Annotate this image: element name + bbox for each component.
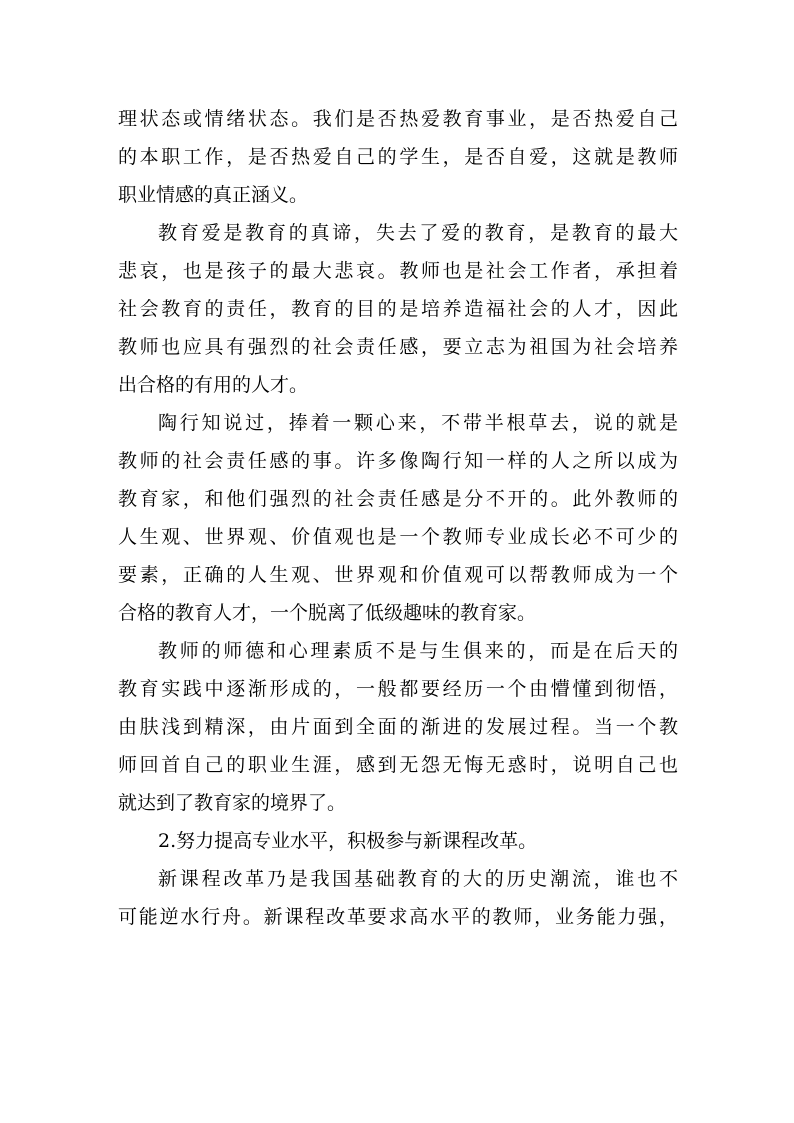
text-line: 就达到了教育家的境界了。 [118, 792, 347, 814]
text-line: 教师的师德和心理素质不是与生俱来的，而是在后天的 [158, 640, 678, 662]
text-line: 教育爱是教育的真谛，失去了爱的教育，是教育的最大 [158, 222, 678, 244]
text-line: 2.努力提高专业水平，积极参与新课程改革。 [158, 830, 538, 852]
text-line: 社会教育的责任，教育的目的是培养造福社会的人才，因此 [118, 298, 678, 320]
text-line: 陶行知说过，捧着一颗心来，不带半根草去，说的就是 [158, 412, 678, 434]
text-line: 教师也应具有强烈的社会责任感，要立志为祖国为社会培养 [118, 336, 678, 358]
text-line: 新课程改革乃是我国基础教育的大的历史潮流，谁也不 [158, 868, 678, 890]
text-line: 理状态或情绪状态。我们是否热爱教育事业，是否热爱自己 [118, 108, 678, 130]
text-line: 师回首自己的职业生涯，感到无怨无悔无惑时，说明自己也 [118, 754, 678, 776]
text-line: 人生观、世界观、价值观也是一个教师专业成长必不可少的 [118, 526, 678, 548]
text-line: 职业情感的真正涵义。 [118, 184, 309, 206]
text-line: 要素，正确的人生观、世界观和价值观可以帮教师成为一个 [118, 564, 678, 586]
text-line: 出合格的有用的人才。 [118, 374, 309, 396]
text-line: 教育实践中逐渐形成的，一般都要经历一个由懵懂到彻悟， [118, 678, 678, 700]
text-line: 合格的教育人才，一个脱离了低级趣味的教育家。 [118, 602, 537, 624]
body-text [118, 100, 678, 936]
text-line: 悲哀，也是孩子的最大悲哀。教师也是社会工作者，承担着 [118, 260, 678, 282]
text-line: 教师的社会责任感的事。许多像陶行知一样的人之所以成为 [118, 450, 678, 472]
text-line: 教育家，和他们强烈的社会责任感是分不开的。此外教师的 [118, 488, 678, 510]
text-line: 的本职工作，是否热爱自己的学生，是否自爱，这就是教师 [118, 146, 678, 168]
text-line: 由肤浅到精深，由片面到全面的渐进的发展过程。当一个教 [118, 716, 678, 738]
text-line: 可能逆水行舟。新课程改革要求高水平的教师，业务能力强， [118, 906, 678, 928]
